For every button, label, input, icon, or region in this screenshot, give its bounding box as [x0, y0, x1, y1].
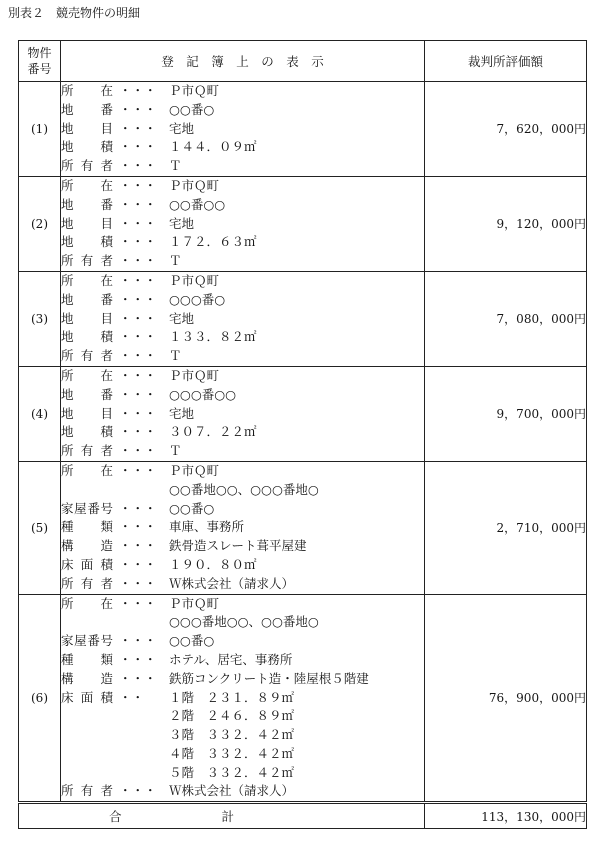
registry-item-label: 地 番	[61, 291, 113, 307]
registry-item-label: 地 積	[61, 234, 113, 250]
registry-item-label: 所 在	[61, 272, 113, 288]
registry-item-value: ２階 ２４６．８９㎡	[169, 708, 295, 724]
leader-dots: ・・・	[119, 329, 157, 345]
registry-line	[61, 272, 424, 291]
property-row	[19, 366, 587, 461]
registry-item-value: ○○○番○	[169, 291, 226, 307]
total-label: 合計	[19, 803, 425, 829]
registry-item-label: 地 目	[61, 215, 113, 231]
registry-item-label	[61, 726, 113, 745]
leader-dots: ・・・	[119, 595, 157, 611]
registry-description	[61, 271, 425, 366]
registry-line	[61, 651, 424, 670]
registry-item-label: 家屋番号	[61, 500, 113, 516]
registry-description	[61, 461, 425, 594]
leader-dots: ・・・	[119, 139, 157, 155]
leader-dots: ・・・	[119, 120, 157, 136]
registry-line	[61, 537, 424, 556]
court-valuation-amount: 7，080，000円	[425, 271, 587, 366]
registry-item-value: Ｐ市Ｑ町	[169, 272, 220, 288]
registry-line	[61, 745, 424, 764]
leader-dots: ・・・	[119, 556, 157, 572]
leader-dots: ・・・	[119, 234, 157, 250]
registry-item-label	[61, 764, 113, 783]
registry-item-label: 床 面 積	[61, 689, 113, 705]
registry-line	[61, 233, 424, 252]
registry-line	[61, 177, 424, 196]
property-row	[19, 176, 587, 271]
registry-item-value: １階 ２３１．８９㎡	[169, 689, 295, 705]
registry-line	[61, 782, 424, 801]
property-row	[19, 271, 587, 366]
registry-item-value: ○○番地○○、○○○番地○	[169, 481, 319, 497]
table-header-row	[19, 41, 587, 82]
leader-dots: ・・	[119, 689, 145, 705]
registry-item-label: 所 有 者	[61, 158, 113, 174]
property-row	[19, 461, 587, 594]
leader-dots: ・・・	[119, 101, 157, 117]
leader-dots: ・・・	[119, 177, 157, 193]
registry-item-label: 所 有 者	[61, 443, 113, 459]
leader-dots: ・・・	[119, 783, 157, 799]
registry-item-value: 宅地	[169, 120, 195, 136]
leader-dots: ・・・	[119, 633, 157, 649]
registry-item-value: ○○番○	[169, 633, 215, 649]
registry-item-label: 所 有 者	[61, 253, 113, 269]
leader-dots: ・・・	[119, 519, 157, 535]
registry-item-value: ３０７．２２㎡	[169, 424, 257, 440]
registry-line	[61, 405, 424, 424]
registry-item-label: 所 在	[61, 595, 113, 611]
registry-item-value: ○○番○	[169, 101, 215, 117]
leader-dots: ・・・	[119, 651, 157, 667]
registry-line	[61, 367, 424, 386]
court-valuation-amount: 76，900，000円	[425, 594, 587, 803]
registry-item-value: 宅地	[169, 215, 195, 231]
header-court-valuation: 裁判所評価額	[425, 41, 587, 82]
registry-line	[61, 595, 424, 614]
registry-item-label	[61, 481, 113, 500]
registry-item-label: 所 在	[61, 462, 113, 478]
registry-item-value: Ｐ市Ｑ町	[169, 367, 220, 383]
registry-line	[61, 386, 424, 405]
registry-item-value: 宅地	[169, 405, 195, 421]
leader-dots: ・・・	[119, 158, 157, 174]
leader-dots: ・・・	[119, 253, 157, 269]
property-number: (1)	[19, 82, 61, 177]
registry-line	[61, 157, 424, 176]
court-valuation-amount: 2，710，000円	[425, 461, 587, 594]
registry-line	[61, 707, 424, 726]
registry-item-value: Ｐ市Ｑ町	[169, 462, 220, 478]
property-number: (4)	[19, 366, 61, 461]
registry-line	[61, 442, 424, 461]
registry-description	[61, 366, 425, 461]
leader-dots: ・・・	[119, 215, 157, 231]
leader-dots: ・・・	[119, 500, 157, 516]
leader-dots: ・・・	[119, 424, 157, 440]
registry-item-value: Ｐ市Ｑ町	[169, 177, 220, 193]
registry-item-value: Ｗ株式会社（請求人）	[169, 783, 295, 799]
court-valuation-amount: 9，700，000円	[425, 366, 587, 461]
registry-item-label: 地 番	[61, 101, 113, 117]
registry-line	[61, 481, 424, 500]
registry-item-value: 宅地	[169, 310, 195, 326]
registry-item-value: ○○○番地○○、○○番地○	[169, 614, 319, 630]
leader-dots: ・・・	[119, 272, 157, 288]
registry-line	[61, 101, 424, 120]
leader-dots: ・・・	[119, 291, 157, 307]
registry-item-value: Ｔ	[169, 158, 182, 174]
registry-line	[61, 689, 424, 708]
registry-item-label: 構 造	[61, 538, 113, 554]
registry-item-value: Ｔ	[169, 443, 182, 459]
registry-line	[61, 328, 424, 347]
registry-item-label: 地 目	[61, 310, 113, 326]
registry-item-label: 地 積	[61, 329, 113, 345]
registry-line	[61, 518, 424, 537]
registry-item-value: ５階 ３３２．４２㎡	[169, 764, 295, 780]
leader-dots: ・・・	[119, 83, 157, 98]
leader-dots: ・・・	[119, 348, 157, 364]
registry-line	[61, 670, 424, 689]
total-value: 113，130，000円	[425, 803, 587, 829]
registry-item-value: Ｐ市Ｑ町	[169, 595, 220, 611]
registry-item-value: ３階 ３３２．４２㎡	[169, 727, 295, 743]
registry-line	[61, 252, 424, 271]
registry-line	[61, 500, 424, 519]
registry-line	[61, 575, 424, 594]
registry-item-label: 所 有 者	[61, 575, 113, 591]
registry-item-label: 地 目	[61, 120, 113, 136]
registry-item-label: 所 有 者	[61, 348, 113, 364]
registry-item-value: ○○番○○	[169, 196, 226, 212]
registry-item-value: １７２．６３㎡	[169, 234, 257, 250]
property-number: (6)	[19, 594, 61, 803]
registry-item-value: １４４．０９㎡	[169, 139, 257, 155]
leader-dots: ・・・	[119, 386, 157, 402]
leader-dots: ・・・	[119, 310, 157, 326]
leader-dots: ・・・	[119, 443, 157, 459]
registry-line	[61, 215, 424, 234]
registry-item-label	[61, 707, 113, 726]
registry-line	[61, 764, 424, 783]
registry-item-value: １３３．８２㎡	[169, 329, 257, 345]
auction-property-table	[18, 40, 587, 829]
header-number-line1: 物件	[27, 46, 52, 60]
registry-line	[61, 726, 424, 745]
registry-line	[61, 138, 424, 157]
property-number: (2)	[19, 176, 61, 271]
registry-line	[61, 632, 424, 651]
registry-item-value: 鉄骨造スレート葺平屋建	[169, 538, 307, 554]
document-title: 別表２ 競売物件の明細	[8, 6, 141, 20]
registry-item-label: 床 面 積	[61, 556, 113, 572]
registry-item-label: 所 有 者	[61, 783, 113, 799]
registry-item-value: ○○○番○○	[169, 386, 237, 402]
registry-description	[61, 594, 425, 803]
header-number-line2: 番号	[27, 62, 52, 76]
registry-item-label: 所 在	[61, 177, 113, 193]
property-number: (5)	[19, 461, 61, 594]
registry-item-label	[61, 745, 113, 764]
registry-item-value: Ｐ市Ｑ町	[169, 83, 220, 98]
registry-line	[61, 462, 424, 481]
registry-item-label: 地 積	[61, 139, 113, 155]
registry-description	[61, 82, 425, 177]
header-registry-description: 登 記 簿 上 の 表 示	[61, 41, 425, 82]
registry-item-value: ○○番○	[169, 500, 215, 516]
registry-line	[61, 347, 424, 366]
court-valuation-amount: 7，620，000円	[425, 82, 587, 177]
leader-dots: ・・・	[119, 367, 157, 383]
leader-dots: ・・・	[119, 405, 157, 421]
registry-item-value: ホテル、居宅、事務所	[169, 651, 293, 667]
registry-item-label: 地 番	[61, 386, 113, 402]
registry-item-value: 鉄筋コンクリート造・陸屋根５階建	[169, 670, 369, 686]
registry-item-value: Ｗ株式会社（請求人）	[169, 575, 295, 591]
registry-line	[61, 423, 424, 442]
leader-dots: ・・・	[119, 670, 157, 686]
registry-item-label: 地 番	[61, 196, 113, 212]
registry-item-value: Ｔ	[169, 253, 182, 269]
registry-item-label: 家屋番号	[61, 633, 113, 649]
property-row	[19, 82, 587, 177]
registry-line	[61, 291, 424, 310]
registry-description	[61, 176, 425, 271]
court-valuation-amount: 9，120，000円	[425, 176, 587, 271]
registry-item-value: ４階 ３３２．４２㎡	[169, 745, 295, 761]
registry-item-value: Ｔ	[169, 348, 182, 364]
registry-item-label: 所 在	[61, 83, 113, 98]
property-rows	[19, 82, 587, 803]
registry-item-label: 構 造	[61, 670, 113, 686]
property-number: (3)	[19, 271, 61, 366]
registry-line	[61, 613, 424, 632]
registry-item-label: 地 積	[61, 424, 113, 440]
registry-line	[61, 120, 424, 139]
registry-item-label: 所 在	[61, 367, 113, 383]
registry-item-label	[61, 613, 113, 632]
registry-line	[61, 82, 424, 101]
registry-line	[61, 196, 424, 215]
total-row	[19, 803, 587, 829]
registry-line	[61, 310, 424, 329]
registry-line	[61, 556, 424, 575]
leader-dots: ・・・	[119, 538, 157, 554]
leader-dots: ・・・	[119, 196, 157, 212]
registry-item-value: 車庫、事務所	[169, 519, 245, 535]
registry-item-label: 地 目	[61, 405, 113, 421]
header-property-number	[19, 41, 61, 82]
leader-dots: ・・・	[119, 575, 157, 591]
leader-dots: ・・・	[119, 462, 157, 478]
property-row	[19, 594, 587, 803]
registry-item-label: 種 類	[61, 651, 113, 667]
registry-item-value: １９０．８０㎡	[169, 556, 257, 572]
registry-item-label: 種 類	[61, 519, 113, 535]
